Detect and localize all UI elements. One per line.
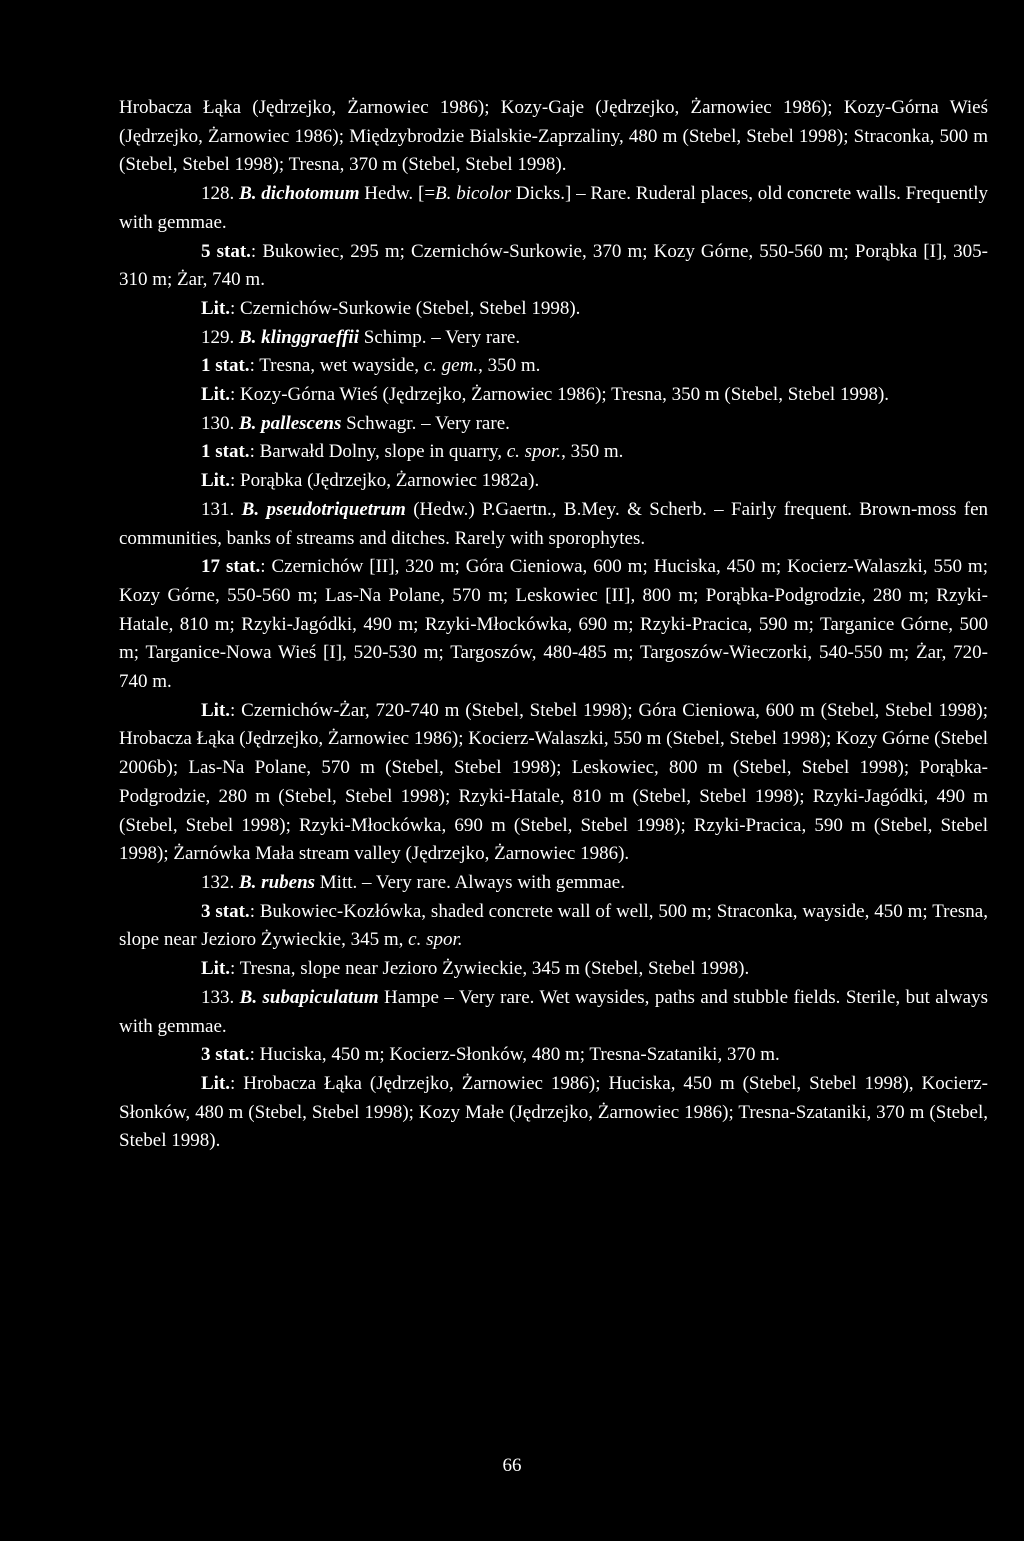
- stations-label: 3 stat.: [201, 1044, 250, 1066]
- species-name: B. pseudotriquetrum: [241, 498, 406, 520]
- literature-129: Lit.: Kozy-Górna Wieś (Jędrzejko, Żarnowiec 1986); Tresna, 350 m (Stebel, Stebel 1998).: [201, 384, 890, 406]
- literature-label: Lit.: [201, 699, 231, 721]
- paragraph-continuation: Hrobacza Łąka (Jędrzejko, Żarnowiec 1986); Kozy-Gaje (Jędrzejko, Żarnowiec 1986); Kozy-Górna Wieś (Jędrzejko, Żarnowiec 1986); Międzybrodzie Bialskie-Zaprzaliny, 480 m (Stebel, Stebel 1998); Straconka, 500 m (Stebel, Stebel 1998); Tresna, 370 m (Stebel, Stebel 1998).: [119, 97, 988, 176]
- species-entry-131: 131. B. pseudotriquetrum (Hedw.) P.Gaertn., B.Mey. & Scherb. – Fairly frequent. Brown-moss fen communities, banks of streams and ditches. Rarely with sporophytes.: [119, 498, 988, 549]
- stations-128: 5 stat.: Bukowiec, 295 m; Czernichów-Surkowie, 370 m; Kozy Górne, 550-560 m; Porąbka [I], 305-310 m; Żar, 740 m.: [119, 240, 988, 291]
- synonym-name: B. bicolor: [435, 183, 512, 205]
- document-body: [119, 94, 988, 1156]
- species-name: B. rubens: [239, 871, 316, 893]
- species-entry-132: 132. B. rubens Mitt. – Very rare. Always with gemmae.: [201, 871, 625, 893]
- species-entry-130: 130. B. pallescens Schwagr. – Very rare.: [201, 412, 510, 434]
- literature-label: Lit.: [201, 1072, 231, 1094]
- species-name: B. dichotomum: [239, 183, 360, 205]
- literature-128: Lit.: Czernichów-Surkowie (Stebel, Stebel 1998).: [201, 297, 581, 319]
- stations-label: 1 stat.: [201, 355, 250, 377]
- stations-label: 17 stat.: [201, 556, 261, 578]
- species-name: B. subapiculatum: [239, 986, 379, 1008]
- page-number: 66: [502, 1455, 522, 1476]
- stations-label: 3 stat.: [201, 900, 250, 922]
- literature-133: Lit.: Hrobacza Łąka (Jędrzejko, Żarnowiec 1986); Huciska, 450 m (Stebel, Stebel 1998), Kocierz-Słonków, 480 m (Stebel, Stebel 1998); Kozy Małe (Jędrzejko, Żarnowiec 1986); Tresna-Szataniki, 370 m (Stebel, Stebel 1998).: [119, 1072, 988, 1152]
- stations-133: 3 stat.: Huciska, 450 m; Kocierz-Słonków, 480 m; Tresna-Szataniki, 370 m.: [201, 1044, 780, 1066]
- stations-132: 3 stat.: Bukowiec-Kozłówka, shaded concrete wall of well, 500 m; Straconka, wayside, 450 m; Tresna, slope near Jezioro Żywieckie, 345 m, c. spor.: [119, 900, 988, 951]
- species-name: B. klinggraeffii: [239, 326, 359, 348]
- species-entry-128: 128. B. dichotomum Hedw. [=B. bicolor Dicks.] – Rare. Ruderal places, old concrete walls. Frequently with gemmae.: [119, 183, 988, 233]
- stations-label: 1 stat.: [201, 441, 250, 463]
- stations-129: 1 stat.: Tresna, wet wayside, c. gem., 350 m.: [201, 355, 541, 377]
- literature-132: Lit.: Tresna, slope near Jezioro Żywieckie, 345 m (Stebel, Stebel 1998).: [201, 958, 750, 980]
- literature-131: Lit.: Czernichów-Żar, 720-740 m (Stebel, Stebel 1998); Góra Cieniowa, 600 m (Stebel, Stebel 1998); Hrobacza Łąka (Jędrzejko, Żarnowiec 1986); Kocierz-Walaszki, 550 m (Stebel, Stebel 1998); Kozy Górne (Stebel 2006b); Las-Na Polane, 570 m (Stebel, Stebel 1998); Leskowiec, 800 m (Stebel, Stebel 1998); Porąbka-Podgrodzie, 280 m (Stebel, Stebel 1998); Rzyki-Hatale, 810 m (Stebel, Stebel 1998); Rzyki-Jagódki, 490 m (Stebel, Stebel 1998); Rzyki-Młockówka, 690 m (Stebel, Stebel 1998); Rzyki-Pracica, 590 m (Stebel, Stebel 1998); Żarnówka Mała stream valley (Jędrzejko, Żarnowiec 1986).: [119, 699, 988, 865]
- species-entry-129: 129. B. klinggraeffii Schimp. – Very rare.: [201, 326, 521, 348]
- stations-130: 1 stat.: Barwałd Dolny, slope in quarry, c. spor., 350 m.: [201, 441, 624, 463]
- literature-label: Lit.: [201, 958, 231, 980]
- species-name: B. pallescens: [239, 412, 342, 434]
- literature-130: Lit.: Porąbka (Jędrzejko, Żarnowiec 1982a).: [201, 470, 540, 492]
- stations-label: 5 stat.: [201, 240, 251, 262]
- stations-131: 17 stat.: Czernichów [II], 320 m; Góra Cieniowa, 600 m; Huciska, 450 m; Kocierz-Walaszki, 550 m; Kozy Górne, 550-560 m; Las-Na Polane, 570 m; Leskowiec [II], 800 m; Porąbka-Podgrodzie, 280 m; Rzyki-Hatale, 810 m; Rzyki-Jagódki, 490 m; Rzyki-Młockówka, 690 m; Rzyki-Pracica, 590 m; Targanice Górne, 500 m; Targanice-Nowa Wieś [I], 520-530 m; Targoszów, 480-485 m; Targoszów-Wieczorki, 540-550 m; Żar, 720-740 m.: [119, 556, 988, 693]
- literature-label: Lit.: [201, 297, 231, 319]
- literature-label: Lit.: [201, 470, 231, 492]
- literature-label: Lit.: [201, 384, 231, 406]
- species-entry-133: 133. B. subapiculatum Hampe – Very rare. Wet waysides, paths and stubble fields. Sterile, but always with gemmae.: [119, 986, 989, 1037]
